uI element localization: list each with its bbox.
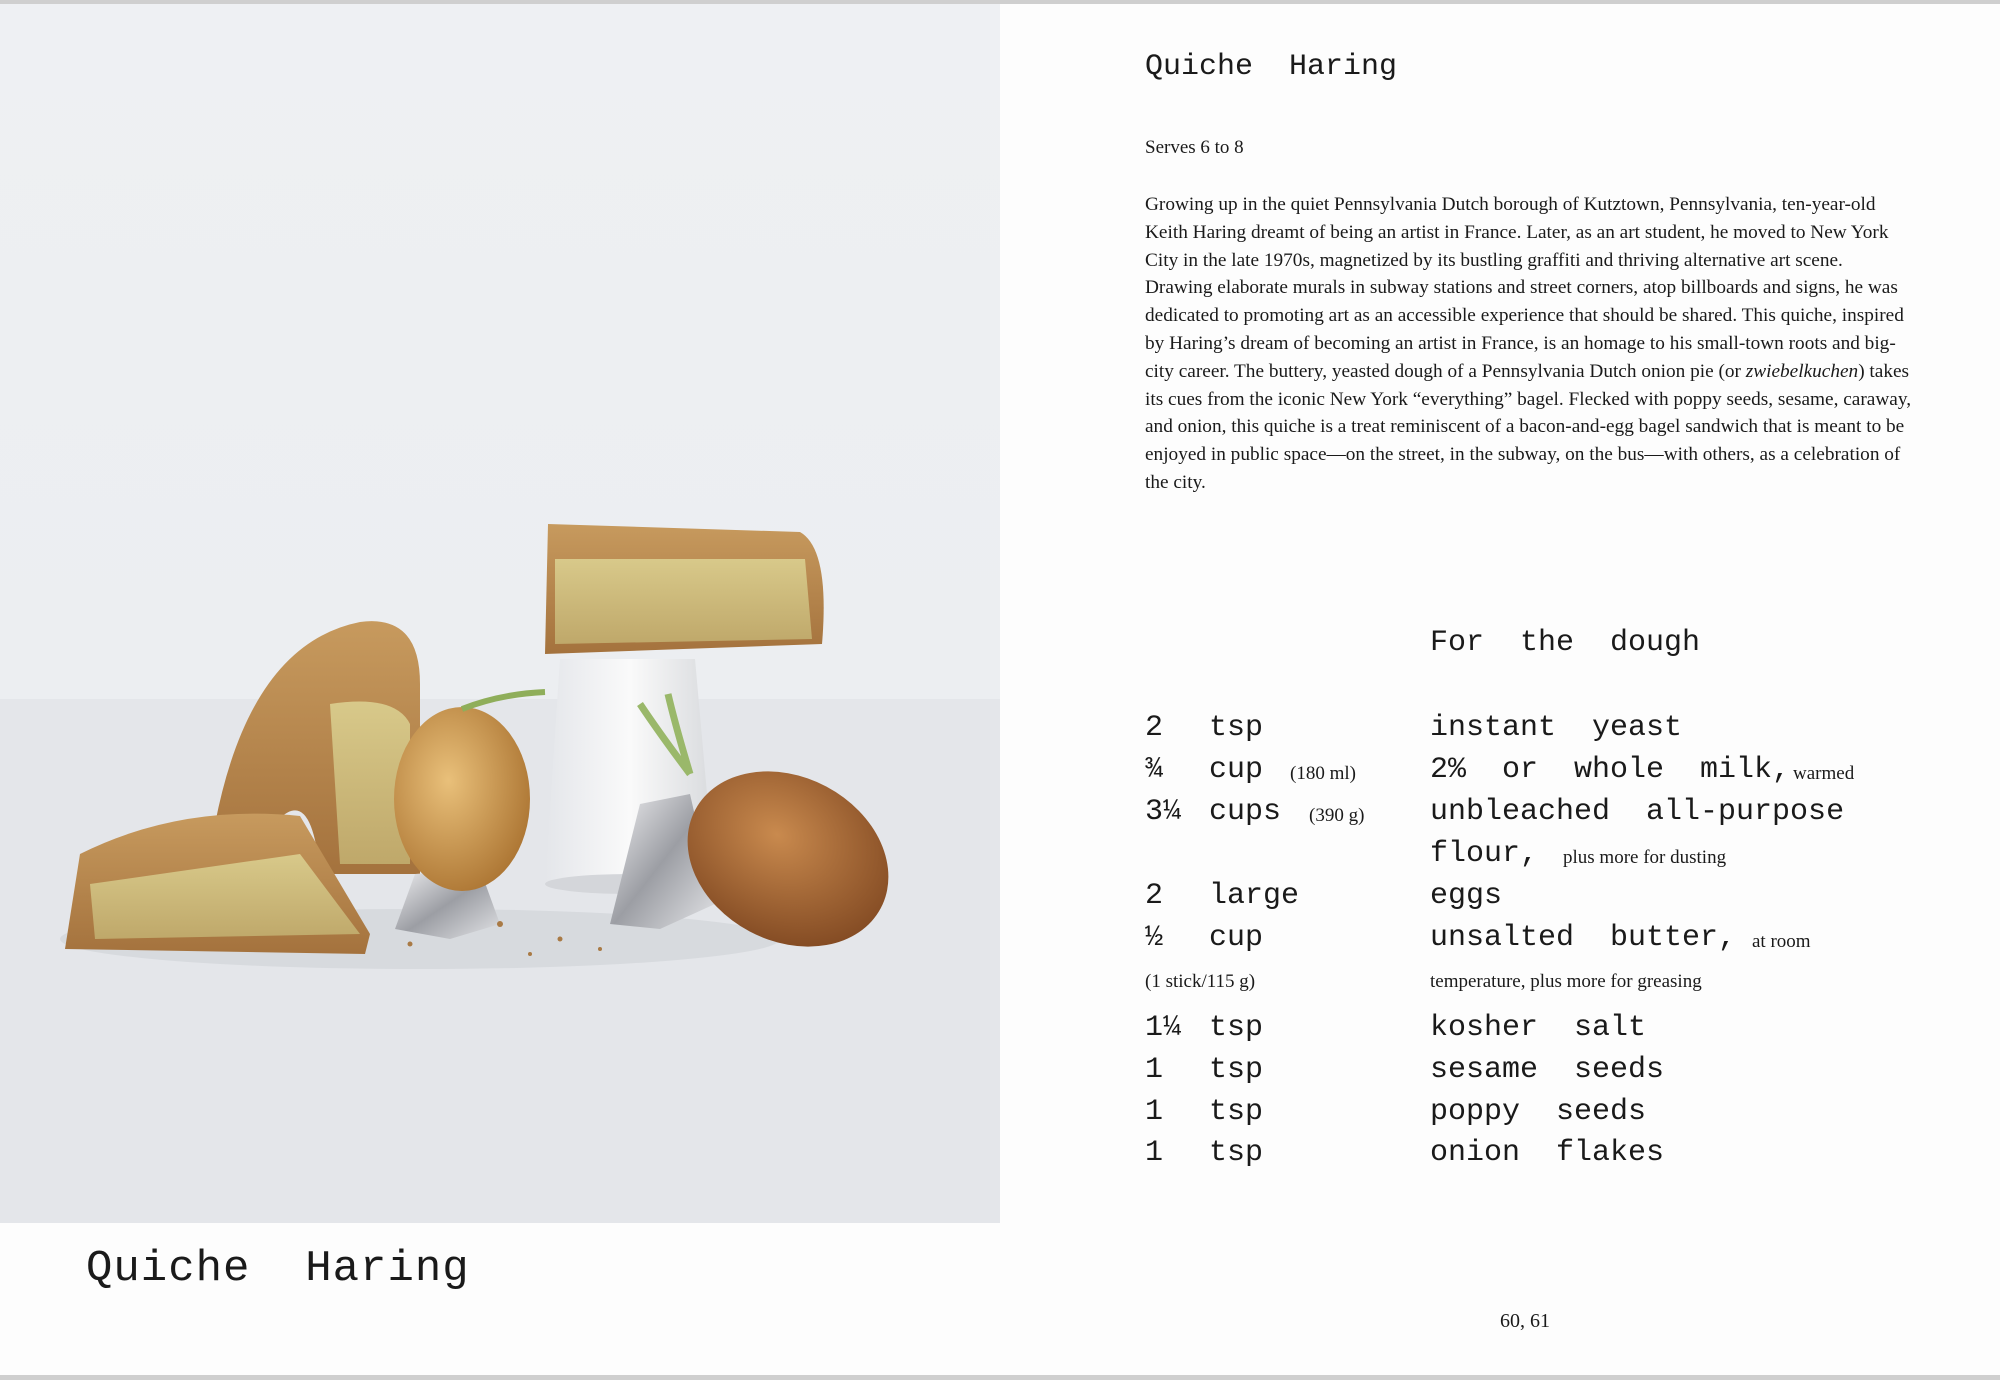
ingredient-name: kosher salt [1430, 1011, 1647, 1045]
ingredient-unit: cups [1209, 795, 1282, 829]
intro-text-part1: Growing up in the quiet Pennsylvania Dutch borough of Kutztown, Pennsylvania, ten-year-old Keith Haring dreamt of being an artist in France. Later, as an art student, he moved to New York City in the late 1970s, magnetized by its bustling graffiti and thriving alternative art scene. Drawing elaborate murals in subway stations and street corners, atop billboards and signs, he was dedicated to promoting art as an accessible experience that should be shared. This quiche, inspired by Haring’s dream of becoming an artist in France, is an homage to his small-town roots and big-city career. The buttery, yeasted dough of a Pennsylvania Dutch onion pie (or [1145, 194, 1904, 382]
bottom-border [0, 1375, 2000, 1380]
ingredient-unit: large [1209, 879, 1300, 913]
ingredient-note: at room [1752, 931, 1811, 952]
serves-text: Serves 6 to 8 [1145, 137, 1244, 158]
ingredient-name-line2: flour, [1430, 837, 1539, 871]
ingredient-note-line2: plus more for dusting [1563, 847, 1727, 868]
recipe-title: Quiche Haring [1145, 50, 1398, 84]
ingredient-unit: tsp [1209, 1053, 1264, 1087]
intro-text-part2: ) takes its cues from the iconic New York “everything” bagel. Flecked with poppy seeds, sesame, caraway, and onion, this quiche is a treat reminiscent of a bacon-and-egg bagel sandwich that is meant to be enjoyed in public space—on the street, in the subway, on the bus—with others, as a celebration of the city. [1145, 360, 1912, 493]
ingredient-qty: 2 [1145, 879, 1164, 913]
ingredient-unit: tsp [1209, 711, 1264, 745]
onion-left [394, 707, 530, 891]
intro-italic-term: zwiebelkuchen [1745, 360, 1859, 382]
ingredient-name: 2% or whole milk, [1430, 753, 1791, 787]
ingredient-note-line2: temperature, plus more for greasing [1430, 971, 1702, 992]
ingredient-qty: 3¼ [1145, 795, 1182, 829]
ingredient-name: eggs [1430, 879, 1503, 913]
ingredient-unit: tsp [1209, 1011, 1264, 1045]
ingredient-qty: ¾ [1145, 753, 1164, 787]
ingredient-unit-note: (1 stick/115 g) [1145, 971, 1256, 992]
ingredient-name: instant yeast [1430, 711, 1683, 745]
ingredient-qty: 1 [1145, 1095, 1164, 1129]
ingredient-name: unsalted butter, [1430, 921, 1737, 955]
ingredient-name: sesame seeds [1430, 1053, 1665, 1087]
ingredient-unit: cup [1209, 921, 1264, 955]
page-numbers: 60, 61 [1500, 1310, 1550, 1332]
ingredient-unit-note: (390 g) [1309, 805, 1365, 826]
ingredient-unit: cup [1209, 753, 1264, 787]
ingredient-qty: 1 [1145, 1053, 1164, 1087]
ingredient-note: warmed [1793, 763, 1855, 784]
ingredient-qty: 1¼ [1145, 1011, 1182, 1045]
ingredient-unit: tsp [1209, 1095, 1264, 1129]
ingredient-name: poppy seeds [1430, 1095, 1647, 1129]
ingredient-qty: ½ [1145, 921, 1164, 955]
ingredient-qty: 1 [1145, 1136, 1164, 1170]
section-heading-dough: For the dough [1430, 626, 1701, 660]
ingredient-name: onion flakes [1430, 1136, 1665, 1170]
ingredient-unit-note: (180 ml) [1290, 763, 1356, 784]
quiche-photo [0, 4, 1000, 1223]
ingredient-name: unbleached all-purpose [1430, 795, 1845, 829]
intro-paragraph [1145, 191, 1915, 497]
ingredient-qty: 2 [1145, 711, 1164, 745]
ingredient-unit: tsp [1209, 1136, 1264, 1170]
left-page-title: Quiche Haring [86, 1244, 470, 1294]
still-life-illustration [0, 4, 1000, 1223]
